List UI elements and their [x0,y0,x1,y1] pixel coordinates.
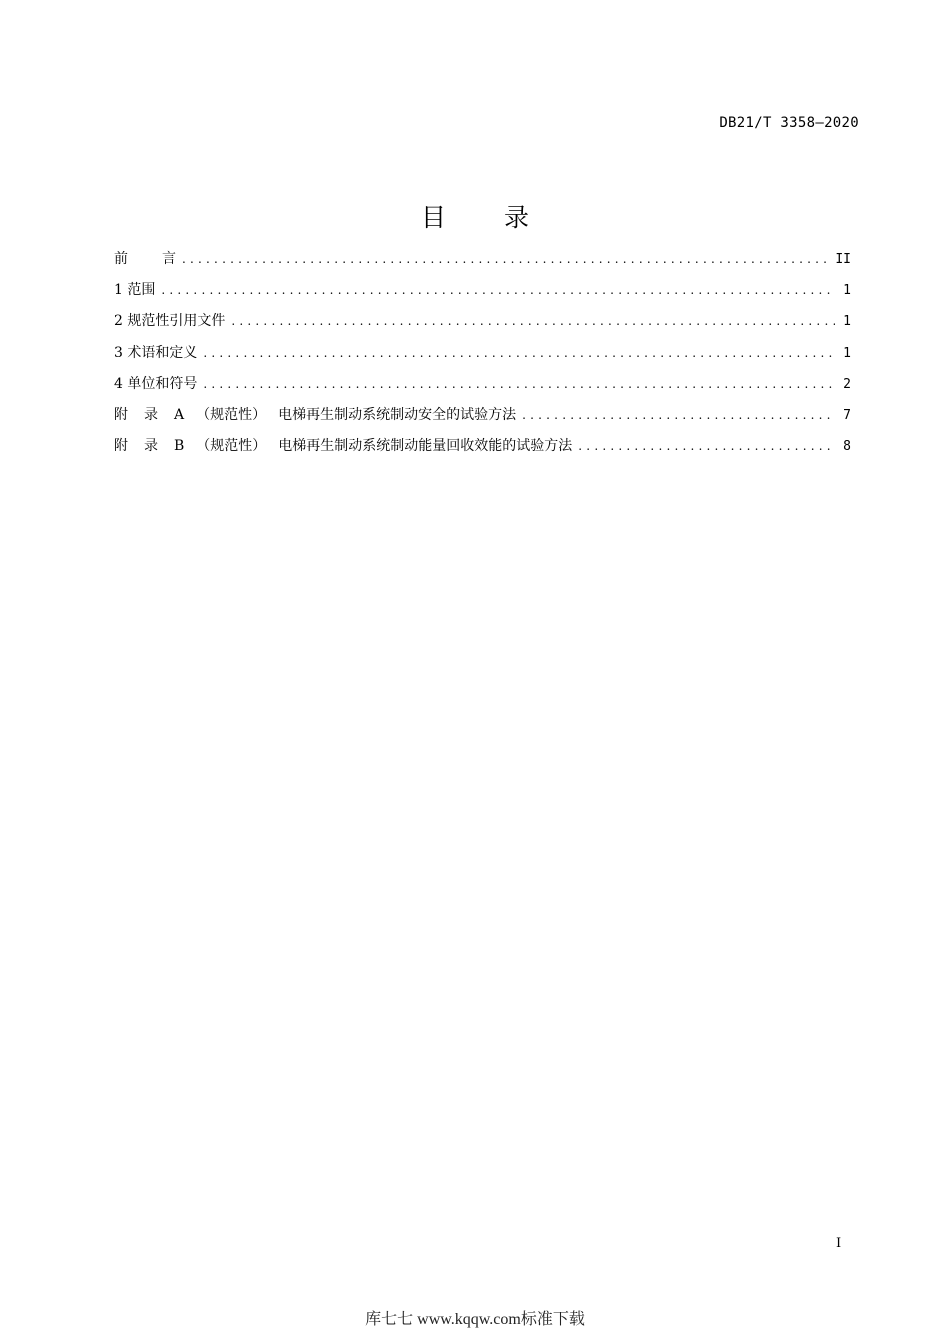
toc-entry-label: 2 规范性引用文件 [114,313,226,330]
toc-list [114,247,851,465]
toc-title [0,198,950,234]
toc-title-part1: 目 [420,203,446,232]
toc-entry-units-symbols[interactable] [114,372,851,403]
toc-entry-annex-b[interactable] [114,434,851,465]
toc-leader-dots [578,434,835,458]
toc-page-number: 1 [843,283,851,299]
toc-page-number: 7 [843,407,851,423]
toc-entry-normative-references[interactable] [114,309,851,340]
toc-entry-terms-definitions[interactable] [114,341,851,372]
footer-watermark: 库七七 www.kqqw.com标准下载 [365,1311,585,1328]
toc-entry-annex-a[interactable] [114,403,851,434]
toc-entry-label: 1 范围 [114,282,156,299]
toc-leader-dots [231,309,835,333]
toc-entry-label: 附 录 B （规范性） 电梯再生制动系统制动能量回收效能的试验方法 [114,438,573,455]
toc-page-number: 1 [843,345,851,361]
page-number: I [836,1236,842,1251]
toc-leader-dots [182,247,829,271]
toc-entry-label: 附 录 A （规范性） 电梯再生制动系统制动安全的试验方法 [114,406,517,423]
toc-leader-dots [203,341,835,365]
toc-leader-dots [203,372,835,396]
document-code: DB21/T 3358—2020 [719,115,859,131]
toc-entry-scope[interactable] [114,278,851,309]
toc-page-number: 2 [843,376,851,392]
toc-title-part2: 录 [504,203,530,232]
toc-entry-label: 4 单位和符号 [114,375,198,392]
toc-entry-label: 前 言 [114,251,176,267]
toc-leader-dots [522,403,835,427]
toc-entry-foreword[interactable] [114,247,851,278]
toc-entry-label: 3 术语和定义 [114,344,198,361]
toc-page-number: II [835,252,851,267]
toc-leader-dots [161,278,835,302]
toc-page-number: 8 [843,439,851,455]
toc-page-number: 1 [843,314,851,330]
